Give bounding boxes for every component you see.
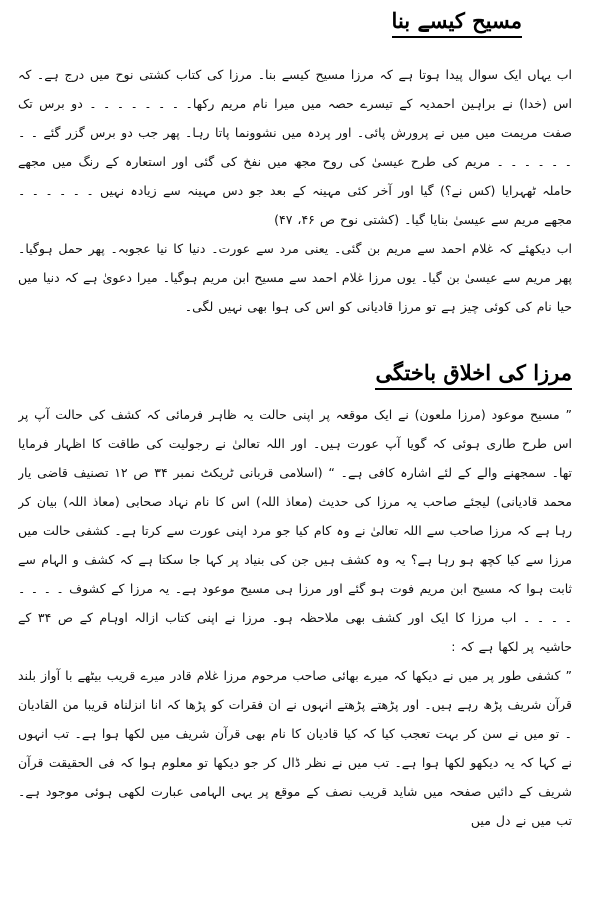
section-heading-masih [392,8,522,33]
section-body-masih [18,60,572,355]
heading-underline [392,36,522,38]
heading-underline [375,388,572,390]
paragraph: ” مسیح موعود (مرزا ملعون) نے ایک موقعہ پر اپنی حالت یہ ظاہر فرمائی کہ کشف کی حالت آپ پر اس طرح طاری ہوئی کہ گویا آپ عورت ہیں۔ اور اللہ تعالیٰ نے رجولیت کی طاقت کا اظہار فرمایا تھا۔ سمجھنے والے کے لئے اشارہ کافی ہے۔ “ (اسلامی قربانی ٹریکٹ نمبر ۳۴ ص ۱۲ تصنیف قاضی یار محمد قادیانی) لیجئے صاحب یہ مرزا کی حدیث (معاذ اللہ) اس کا نام نہاد صحابی (معاذ اللہ) بیان کر رہا ہے کہ مرزا صاحب سے اللہ تعالیٰ نے وہ کام کیا جو مرد اپنی عورت سے کرتا ہے۔ کشفی حالت میں مرزا سے کیا کچھ ہو رہا ہے؟ یہ وہ کشف ہیں جن کی بنیاد پر کہا جا سکتا ہے کہ کشف و الہام سے ثابت ہوا کہ مسیح ابن مریم فوت ہو گئے اور مرزا ہی مسیح موعود ہے۔ یہ مرزا کے کشوف ۔ ۔ ۔ ۔ ۔ ۔ ۔ ۔ اب مرزا کا ایک اور کشف بھی ملاحظہ ہو۔ مرزا نے اپنی کتاب ازالہ اوہام کے ص ۳۴ کے حاشیہ پر لکھا ہے کہ : [18,407,572,654]
section-heading-akhlaq [375,360,572,385]
section-heading-text: مرزا کی اخلاق باختگی [375,360,572,385]
paragraph: اب یہاں ایک سوال پیدا ہوتا ہے کہ مرزا مسیح کیسے بنا۔ مرزا کی کتاب کشتی نوح میں درج ہے۔ کہ اس (خدا) نے براہین احمدیہ کے تیسرے حصہ میں میرا نام مریم رکھا۔ ۔ ۔ ۔ ۔ ۔ ۔ ۔ دو برس تک صفت مریمت میں میں نے پرورش پائی۔ اور پردہ میں نشوونما پاتا رہا۔ پھر جب دو برس گزر گئے ۔ ۔ ۔ ۔ ۔ ۔ ۔ ۔ مریم کی طرح عیسیٰ کی روح مجھ میں نفخ کی گئی اور استعارہ کے رنگ میں مجھے حاملہ ٹھہرایا (کس نے؟) گیا اور آخر کئی مہینہ کے بعد جو دس مہینہ سے زیادہ نہیں ۔ ۔ ۔ ۔ ۔ ۔ مجھے مریم سے عیسیٰ بنایا گیا۔ (کشتی نوح ص ۴۶، ۴۷) [18,67,572,227]
section-heading-text: مسیح کیسے بنا [391,8,522,33]
section-body-akhlaq [18,400,572,905]
paragraph: ” کشفی طور پر میں نے دیکھا کہ میرے بھائی صاحب مرحوم مرزا غلام قادر میرے قریب بیٹھے با آواز بلند قرآن شریف پڑھ رہے ہیں۔ اور پڑھتے پڑھتے انہوں نے ان فقرات کو پڑھا کہ انا انزلناہ قریبا من القادیان ۔ تو میں نے سن کر بہت تعجب کیا کہ کیا قادیان کا نام بھی قرآن شریف میں لکھا ہوا ہے۔ تب انہوں نے کہا کہ یہ دیکھو لکھا ہوا ہے۔ تب میں نے نظر ڈال کر جو دیکھا تو معلوم ہوا کہ فی الحقیقت قرآن شریف کے دائیں صفحہ میں شاید قریب نصف کے موقع پر یہی الہامی عبارت لکھی ہوئی موجود ہے۔ تب میں نے دل میں [18,668,572,828]
paragraph: اب دیکھئے کہ غلام احمد سے مریم بن گئی۔ یعنی مرد سے عورت۔ دنیا کا نیا عجوبہ۔ پھر حمل ہوگیا۔ پھر مریم سے عیسیٰ بن گیا۔ یوں مرزا غلام احمد سے مسیح ابن مریم ہوگیا۔ میرا دعویٰ ہے کہ دنیا میں حیا نام کی کوئی چیز ہے تو مرزا قادیانی کو اس کی ہوا بھی نہیں لگی۔ [18,241,572,314]
